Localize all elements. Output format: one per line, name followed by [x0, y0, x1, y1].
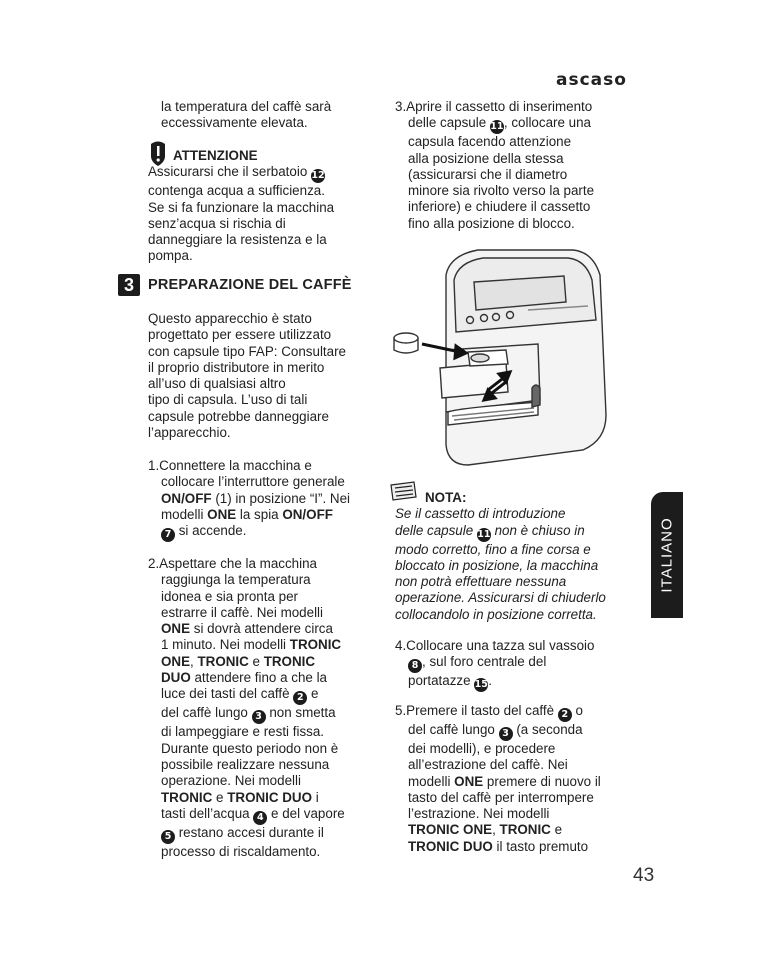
text-line: minore sia rivolto verso la parte: [408, 183, 595, 199]
text-line: [148, 458, 368, 474]
text: si dovrà attendere circa: [190, 621, 333, 637]
text-line: [161, 825, 368, 844]
ref-badge: 5: [161, 830, 175, 844]
text: i: [312, 789, 319, 805]
text: il tasto premuto: [492, 838, 589, 854]
ref-badge: 12: [311, 170, 325, 182]
text-line: dei modelli), e procedere: [408, 741, 556, 756]
text: ,: [492, 822, 500, 838]
text: e: [307, 686, 319, 702]
text: Aspettare che la macchina: [159, 556, 317, 571]
page-number: 43: [633, 865, 655, 886]
text-line: [161, 507, 368, 523]
coffee-machine-illustration: [388, 240, 620, 470]
text-line: (assicurarsi che il diametro: [408, 166, 568, 182]
step-number: 2.: [148, 556, 160, 571]
text-line: [395, 523, 645, 542]
text-line: non potrà effettuare nessuna: [395, 574, 567, 590]
step-5: [395, 703, 640, 855]
text: ONE: [207, 506, 237, 522]
step-1: [148, 458, 368, 542]
text-line: alla posizione della stessa: [408, 150, 564, 166]
text-line: raggiunga la temperatura: [161, 572, 311, 588]
text-line: [408, 722, 640, 741]
text: TRONIC: [499, 822, 551, 838]
text: TRONIC: [161, 789, 213, 805]
text-line: estrarre il caffè. Nei modelli: [161, 604, 323, 620]
text-line: [395, 638, 640, 654]
text: o: [571, 703, 583, 718]
text: delle capsule: [408, 115, 490, 131]
text: 1 minuto. Nei modelli: [161, 637, 290, 653]
text-line: [161, 806, 368, 825]
step-number: 1.: [148, 458, 160, 473]
text-line: [161, 491, 368, 507]
text-line: operazione. Assicurarsi di chiuderlo: [395, 590, 606, 606]
text-line: capsule potrebbe danneggiare: [148, 408, 329, 424]
ref-badge: 15: [474, 679, 488, 691]
text: modelli: [408, 773, 455, 789]
text: Connettere la macchina e: [159, 458, 312, 473]
ref-badge: 4: [253, 811, 267, 825]
text: e: [248, 653, 264, 669]
section-title: PREPARAZIONE DEL CAFFÈ: [148, 277, 352, 293]
text: ON/OFF: [161, 490, 212, 506]
text-line: collocandolo in posizione corretta.: [395, 606, 597, 622]
text-line: modo corretto, fino a fine corsa e: [395, 541, 591, 557]
text-line: [408, 673, 640, 692]
text: TRONIC ONE: [408, 822, 493, 838]
text-line: processo di riscaldamento.: [161, 843, 321, 859]
text: la spia: [236, 506, 283, 522]
text-line: [161, 637, 368, 653]
text: delle capsule: [395, 522, 477, 538]
text-line: Se si fa funzionare la macchina: [148, 199, 335, 215]
ref-badge: 11: [477, 528, 491, 540]
text: (a seconda: [512, 722, 583, 737]
text-line: senz’acqua si rischia di: [148, 215, 286, 231]
text-line: Se il cassetto di introduzione: [395, 506, 566, 522]
text: TRONIC DUO: [408, 838, 493, 854]
text-line: pompa.: [148, 248, 193, 264]
text-line: [395, 703, 640, 722]
text-line: all’estrazione del caffè. Nei: [408, 757, 568, 773]
text: portatazze: [408, 673, 475, 689]
text-line: Questo apparecchio è stato: [148, 311, 312, 326]
step-3: [395, 99, 640, 232]
text: attendere fino a che la: [190, 670, 327, 686]
text: TRONIC: [263, 653, 316, 669]
ref-badge: 3: [499, 727, 513, 741]
intro-text: [161, 99, 331, 132]
step-4: [395, 638, 640, 692]
text-line: operazione. Nei modelli: [161, 773, 301, 789]
text-line: [408, 774, 640, 790]
text: e del vapore: [267, 805, 345, 821]
text: Aprire il cassetto di inserimento: [406, 99, 593, 114]
text: ONE: [161, 653, 191, 669]
text: Collocare una tazza sul vassoio: [406, 638, 595, 653]
step-2: [148, 556, 368, 860]
text-line: inferiore) e chiudere il cassetto: [408, 199, 591, 215]
text: DUO: [161, 670, 191, 686]
step-number: 3.: [395, 99, 407, 114]
text: restano accesi durante il: [175, 824, 324, 840]
text: modelli: [161, 506, 208, 522]
brand-logo: ascaso: [556, 70, 627, 90]
note-title: NOTA:: [425, 490, 467, 505]
text: TRONIC: [197, 653, 249, 669]
text-line: capsula facendo attenzione: [408, 134, 572, 150]
text-line: con capsule tipo FAP: Consultare: [148, 343, 346, 359]
step-number: 5.: [395, 703, 407, 718]
text-line: l’estrazione. Nei modelli: [408, 806, 550, 822]
text: .: [488, 673, 492, 689]
text-line: [161, 686, 368, 705]
text-line: [161, 790, 368, 806]
text: non smetta: [265, 705, 336, 721]
text: ,: [190, 653, 198, 669]
text: Assicurarsi che il serbatoio: [148, 164, 308, 180]
text-line: [148, 556, 368, 572]
text: del caffè lungo: [161, 705, 252, 721]
text-line: [148, 164, 334, 183]
text-line: fino alla posizione di blocco.: [408, 215, 575, 231]
intro-paragraph: [148, 311, 346, 441]
warning-title: ATTENZIONE: [173, 148, 258, 163]
ref-badge: 3: [252, 710, 266, 724]
text: ONE: [161, 621, 191, 637]
section-number-badge: 3: [118, 274, 140, 296]
text-line: danneggiare la resistenza e la: [148, 232, 327, 248]
text-line: [408, 822, 640, 838]
text: ONE: [454, 773, 484, 789]
ref-badge: 11: [490, 121, 504, 133]
text-line: progettato per essere utilizzato: [148, 327, 332, 343]
text: (1) in posizione “I”. Nei: [211, 490, 351, 506]
text: , collocare una: [503, 115, 591, 131]
text-line: idonea e sia pronta per: [161, 588, 298, 604]
text-line: bloccato in posizione, la macchina: [395, 557, 599, 573]
text: TRONIC DUO: [227, 789, 313, 805]
text: luce dei tasti del caffè: [161, 686, 294, 702]
language-tab: [651, 492, 683, 618]
text-line: [161, 523, 368, 542]
text-line: [408, 115, 640, 134]
text-line: Durante questo periodo non è: [161, 740, 339, 756]
text: , sul foro centrale del: [422, 654, 547, 670]
text-line: [161, 670, 368, 686]
text: e: [550, 822, 563, 838]
note-block: [395, 490, 645, 623]
text-line: all’uso di qualsiasi altro: [148, 376, 286, 392]
text-line: [161, 621, 368, 637]
text-line: possibile realizzare nessuna: [161, 756, 330, 772]
text-line: tipo di capsula. L’uso di tali: [148, 392, 308, 408]
ref-badge: 2: [293, 691, 307, 705]
text: TRONIC: [289, 637, 342, 653]
text-line: [395, 99, 640, 115]
text-line: di lampeggiare e resti fissa.: [161, 724, 324, 740]
text-line: [408, 654, 640, 673]
text: del caffè lungo: [408, 722, 499, 737]
text: tasti dell’acqua: [161, 805, 254, 821]
text-line: eccessivamente elevata.: [161, 115, 308, 131]
step-number: 4.: [395, 638, 407, 653]
text-line: collocare l’interruttore generale: [161, 474, 345, 490]
text: si accende.: [175, 523, 247, 539]
text: non è chiuso in: [490, 522, 585, 538]
ref-badge: 8: [408, 659, 422, 673]
warning-block: [148, 148, 334, 265]
ref-badge: 2: [558, 708, 572, 722]
text-line: la temperatura del caffè sarà: [161, 99, 332, 114]
text-line: tasto del caffè per interrompere: [408, 789, 594, 805]
ref-badge: 7: [161, 528, 175, 542]
language-label: ITALIANO: [658, 517, 676, 593]
text-line: [161, 705, 368, 724]
text: e: [212, 789, 228, 805]
text-line: [408, 839, 640, 855]
text-line: contenga acqua a sufficienza.: [148, 183, 325, 199]
text-line: il proprio distributore in merito: [148, 359, 325, 375]
text: Premere il tasto del caffè: [406, 703, 558, 718]
text-line: l’apparecchio.: [148, 425, 231, 441]
text: premere di nuovo il: [483, 773, 601, 789]
text: ON/OFF: [282, 506, 333, 522]
text-line: [161, 654, 368, 670]
